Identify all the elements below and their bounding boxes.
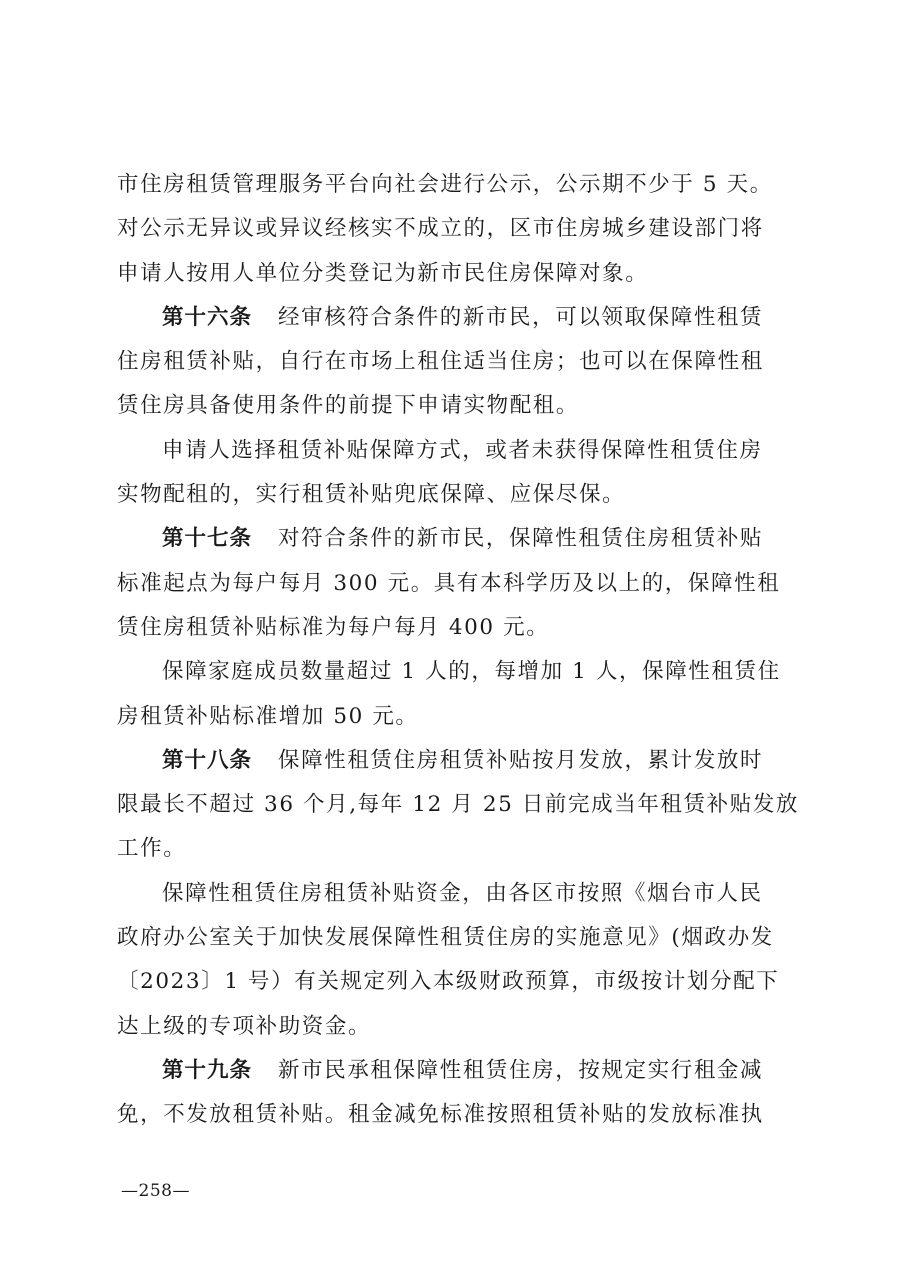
- paragraph-funding: [117, 872, 787, 1049]
- text-line: 标准起点为每户每月 300 元。具有本科学历及以上的，保障性租: [117, 570, 781, 596]
- paragraph-publicity: [117, 163, 787, 296]
- text-line: [117, 517, 787, 561]
- article-18: [117, 739, 800, 872]
- article-16-heading: 第十六条: [162, 304, 253, 330]
- text-line: [117, 296, 787, 340]
- article-17-heading: 第十七条: [162, 526, 253, 552]
- text-line: 赁住房租赁补贴标准为每户每月 400 元。: [117, 614, 550, 640]
- document-body: [117, 163, 800, 1138]
- text-line: 实物配租的，实行租赁补贴兜底保障、应保尽保。: [117, 482, 626, 508]
- text-line: [117, 739, 787, 783]
- article-18-heading: 第十八条: [162, 747, 253, 773]
- paragraph-subsidy-choice: [117, 429, 787, 518]
- text-line: 保障性租赁住房租赁补贴资金，由各区市按照《烟台市人民: [162, 880, 763, 906]
- text-line: 〔2023〕1 号）有关规定列入本级财政预算，市级按计划分配下: [117, 969, 780, 995]
- text-line: 房租赁补贴标准增加 50 元。: [117, 703, 419, 729]
- text-line: 对公示无异议或异议经核实不成立的，区市住房城乡建设部门将: [117, 216, 764, 242]
- article-18-text: 保障性租赁住房租赁补贴按月发放，累计发放时: [278, 747, 764, 773]
- page-number: —258—: [121, 1181, 190, 1201]
- text-line: 达上级的专项补助资金。: [117, 1013, 372, 1039]
- text-line: [117, 1049, 787, 1093]
- article-19-text: 新市民承租保障性租赁住房，按规定实行租金减: [278, 1057, 764, 1083]
- text-line: 市住房租赁管理服务平台向社会进行公示，公示期不少于 5 天。: [117, 172, 773, 197]
- article-19-heading: 第十九条: [162, 1057, 253, 1083]
- text-line: 政府办公室关于加快发展保障性租赁住房的实施意见》(烟政办发: [117, 925, 774, 951]
- text-line: 申请人选择租赁补贴保障方式，或者未获得保障性租赁住房: [162, 437, 763, 463]
- text-line: 保障家庭成员数量超过 1 人的，每增加 1 人，保障性租赁住: [162, 659, 781, 685]
- article-16: [117, 296, 787, 429]
- article-19: [117, 1049, 787, 1138]
- paragraph-family-members: [117, 650, 787, 739]
- text-line: 限最长不超过 36 个月,每年 12 月 25 日前完成当年租赁补贴发放: [117, 792, 800, 818]
- text-line: 免，不发放租赁补贴。租金减免标准按照租赁补贴的发放标准执: [117, 1102, 764, 1128]
- text-line: 工作。: [117, 836, 187, 862]
- text-line: 申请人按用人单位分类登记为新市民住房保障对象。: [117, 260, 649, 286]
- article-17-text: 对符合条件的新市民，保障性租赁住房租赁补贴: [278, 526, 764, 552]
- text-line: 赁住房具备使用条件的前提下申请实物配租。: [117, 393, 580, 419]
- text-line: 住房租赁补贴，自行在市场上租住适当住房；也可以在保障性租: [117, 349, 764, 375]
- article-17: [117, 517, 787, 650]
- article-16-text: 经审核符合条件的新市民，可以领取保障性租赁: [278, 304, 764, 330]
